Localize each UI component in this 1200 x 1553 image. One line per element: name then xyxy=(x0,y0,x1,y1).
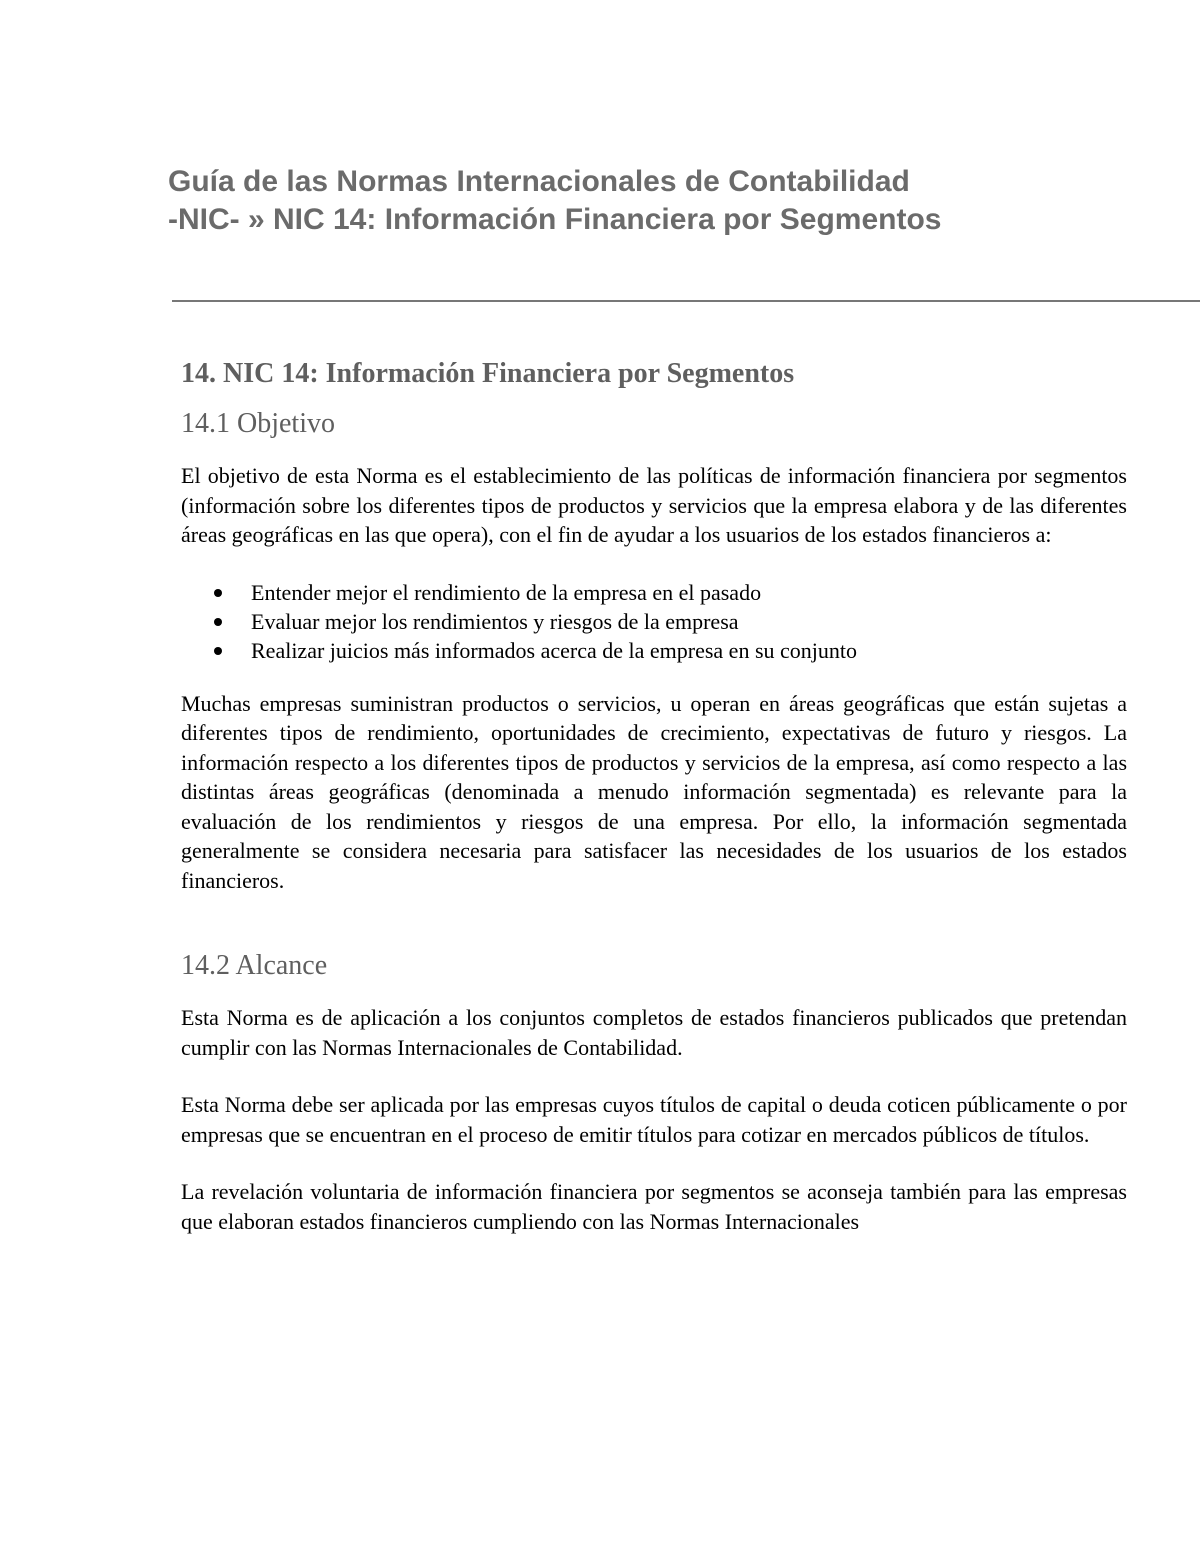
header-title-line-2: -NIC- » NIC 14: Información Financiera por Segmentos xyxy=(168,203,942,236)
list-item-text: Entender mejor el rendimiento de la empresa en el pasado xyxy=(251,579,762,605)
chapter-heading: 14. NIC 14: Información Financiera por Segmentos xyxy=(181,358,795,389)
document-body xyxy=(181,355,1127,1264)
objetivo-bullet-list xyxy=(181,578,1127,665)
objetivo-body-paragraph: Muchas empresas suministran productos o servicios, u operan en áreas geográficas que están sujetas a diferentes tipos de rendimiento, oportunidades de crecimiento, expectativas de futuro y riesgos. La información respecto a los diferentes tipos de productos y servicios de la empresa, así como respecto a las distintas áreas geográficas (denominada a menudo información segmentada) es relevante para la evaluación de los rendimientos y riesgos de una empresa. Por ello, la información segmentada generalmente se considera necesaria para satisfacer las necesidades de los usuarios de los estados financieros. xyxy=(181,690,1127,893)
objetivo-intro-paragraph: El objetivo de esta Norma es el establecimiento de las políticas de información financiera por segmentos (información sobre los diferentes tipos de productos y servicios que la empresa elabora y de las diferentes áreas geográficas en las que opera), con el fin de ayudar a los usuarios de los estados financieros a: xyxy=(181,463,1127,547)
list-item-text: Realizar juicios más informados acerca de la empresa en su conjunto xyxy=(251,637,857,663)
alcance-paragraph-3: La revelación voluntaria de información financiera por segmentos se aconseja también para las empresas que elaboran estados financieros cumpliendo con las Normas Internacionales xyxy=(181,1179,1127,1234)
list-item xyxy=(181,607,1127,636)
document-header xyxy=(168,163,1168,239)
alcance-paragraph-1: Esta Norma es de aplicación a los conjuntos completos de estados financieros publicados que pretendan cumplir con las Normas Internacionales de Contabilidad. xyxy=(181,1005,1127,1060)
list-item-text: Evaluar mejor los rendimientos y riesgos de la empresa xyxy=(251,608,739,634)
header-divider xyxy=(172,300,1200,302)
bullet-icon xyxy=(214,618,222,626)
list-item xyxy=(181,578,1127,607)
list-item xyxy=(181,636,1127,665)
alcance-paragraph-2: Esta Norma debe ser aplicada por las empresas cuyos títulos de capital o deuda coticen públicamente o por empresas que se encuentran en el proceso de emitir títulos para cotizar en mercados públicos de títulos. xyxy=(181,1092,1127,1147)
section-heading-alcance: 14.2 Alcance xyxy=(181,950,328,981)
bullet-icon xyxy=(214,589,222,597)
header-title-line-1: Guía de las Normas Internacionales de Contabilidad xyxy=(168,165,910,198)
bullet-icon xyxy=(214,647,222,655)
section-heading-objetivo: 14.1 Objetivo xyxy=(181,408,335,439)
